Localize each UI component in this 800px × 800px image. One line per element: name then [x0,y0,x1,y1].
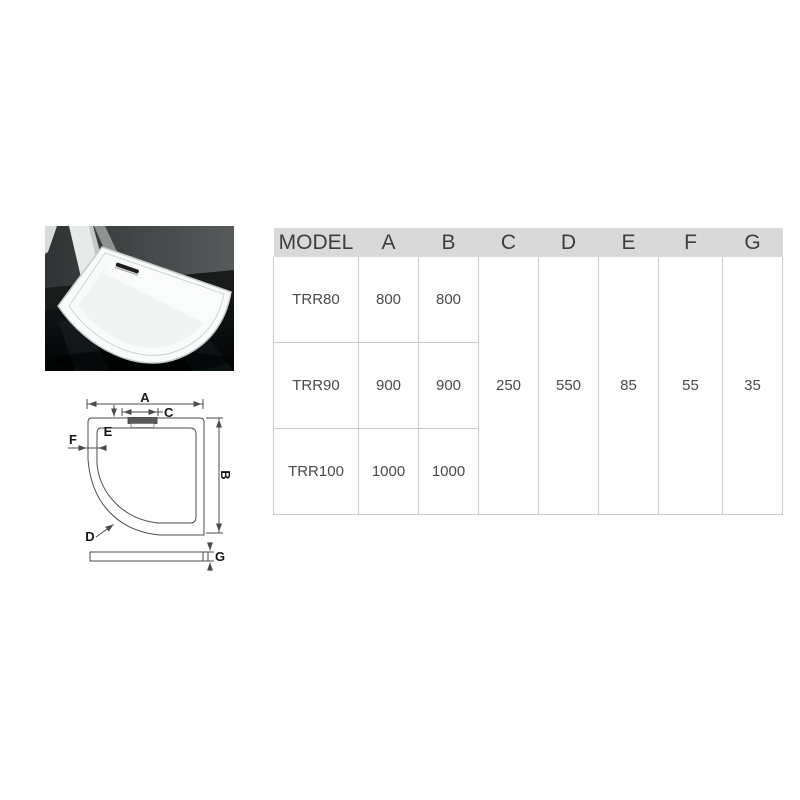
value-cell-a: 900 [359,343,419,429]
col-header-b: B [419,228,479,257]
dimension-diagram [55,390,240,585]
dim-label-c: C [164,405,174,420]
value-cell-b: 900 [419,343,479,429]
value-cell-a: 800 [359,257,419,343]
dim-label-e: E [103,424,113,439]
value-cell-b: 1000 [419,429,479,515]
dim-f [68,432,106,448]
tray-side-view [90,552,208,561]
dim-b [206,418,233,533]
shower-tray-photo [45,226,234,371]
col-header-e: E [599,228,659,257]
header-row [274,228,783,257]
col-header-a: A [359,228,419,257]
value-cell-e: 85 [599,257,659,515]
col-header-g: G [723,228,783,257]
value-cell-g: 35 [723,257,783,515]
dim-label-f: F [69,432,77,447]
value-cell-d: 550 [539,257,599,515]
model-cell: TRR80 [274,257,359,343]
drain-plan [128,418,157,428]
value-cell-f: 55 [659,257,723,515]
col-header-d: D [539,228,599,257]
model-cell: TRR90 [274,343,359,429]
model-cell: TRR100 [274,429,359,515]
value-cell-b: 800 [419,257,479,343]
product-photo [45,226,234,371]
table-row-trr80 [274,257,783,343]
value-cell-c: 250 [479,257,539,515]
dim-e [104,405,114,439]
dim-label-a: A [140,390,150,405]
dim-a [87,390,203,409]
col-header-c: C [479,228,539,257]
col-header-f: F [659,228,723,257]
dimension-diagram-svg [55,390,240,585]
dim-d [85,525,113,545]
spec-table [273,228,783,515]
dim-label-b: B [218,470,233,480]
col-header-model: MODEL [274,228,359,257]
dim-label-d: D [85,529,95,544]
dim-label-g: G [215,549,226,564]
value-cell-a: 1000 [359,429,419,515]
